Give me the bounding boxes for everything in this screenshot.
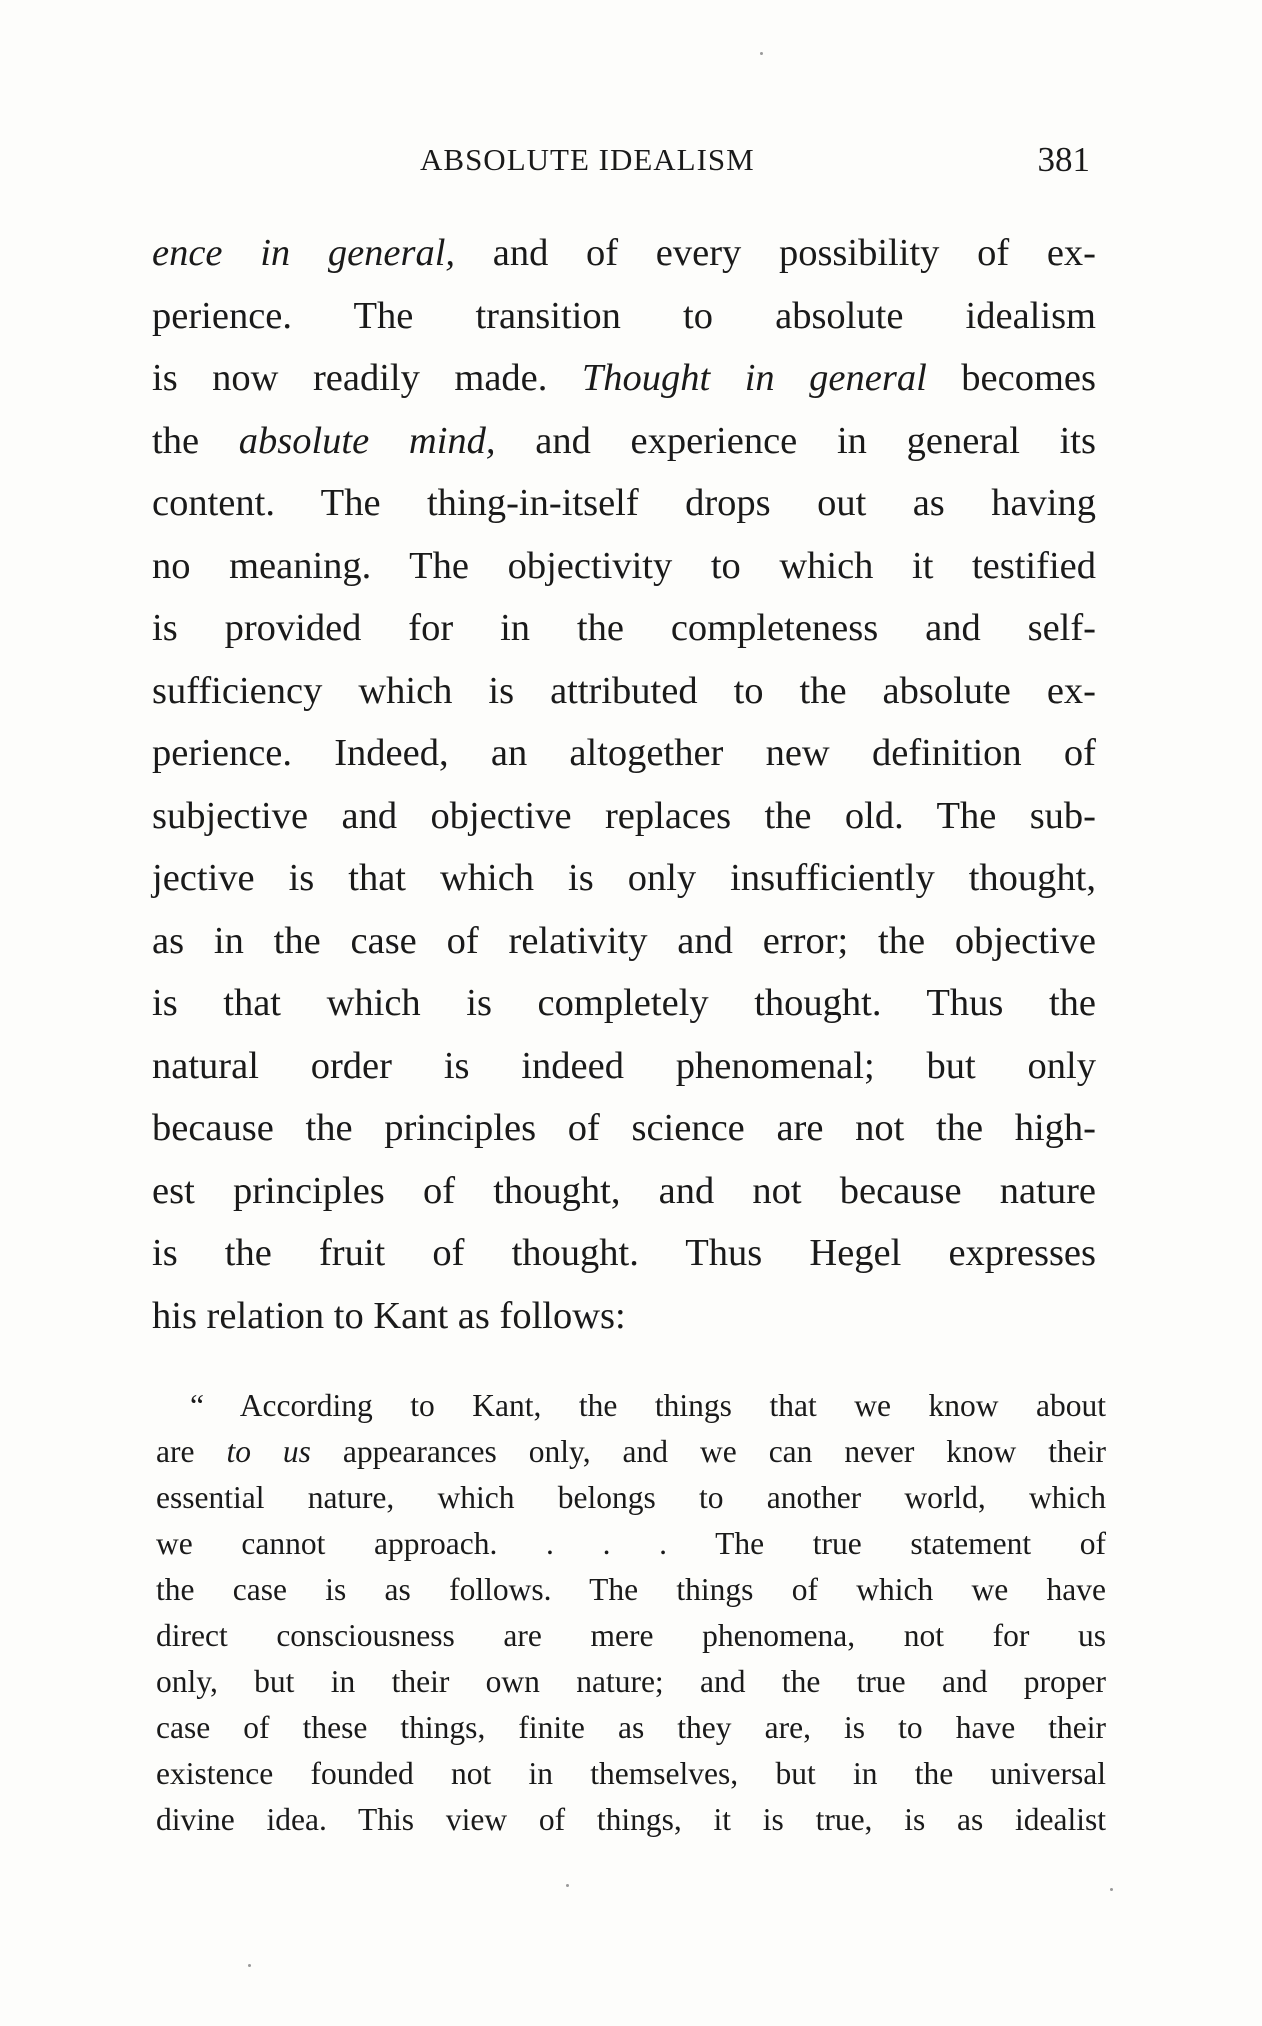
text-run: subjective and objective replaces the old. The sub- xyxy=(152,794,1096,837)
text-run: perience. Indeed, an altogether new definition of xyxy=(152,732,1096,774)
page-header xyxy=(150,142,1090,186)
main-paragraph xyxy=(152,222,1096,1347)
text-run: direct consciousness are mere phenomena, not for us xyxy=(156,1618,1106,1653)
body-line xyxy=(152,1035,1096,1098)
quote-line xyxy=(156,1383,1106,1429)
text-run: is now readily made. xyxy=(152,357,582,399)
text-run: the case is as follows. The things of which we have xyxy=(156,1572,1106,1607)
italic-phrase: absolute mind, xyxy=(238,419,496,462)
text-run: case of these things, finite as they are, is to have their xyxy=(156,1710,1106,1745)
body-line xyxy=(152,1285,1096,1348)
body-line xyxy=(152,1097,1096,1160)
page-number: 381 xyxy=(1037,140,1090,179)
text-run: est principles of thought, and not because nature xyxy=(152,1169,1096,1212)
text-run: perience. The transition to absolute idealism xyxy=(152,294,1096,337)
quote-line xyxy=(156,1613,1106,1659)
text-run: the xyxy=(152,419,239,462)
quote-line xyxy=(156,1475,1106,1521)
italic-phrase: to us xyxy=(226,1434,311,1469)
body-line xyxy=(152,1222,1096,1285)
text-run: appearances only, and we can never know their xyxy=(310,1434,1106,1469)
body-line xyxy=(152,535,1096,598)
italic-phrase: Thought in general xyxy=(581,357,927,399)
text-run: natural order is indeed phenomenal; but only xyxy=(152,1044,1096,1087)
text-run: as in the case of relativity and error; the objective xyxy=(152,919,1096,962)
text-run: becomes xyxy=(926,357,1096,399)
quote-line xyxy=(156,1705,1106,1751)
quote-line xyxy=(156,1659,1106,1705)
body-line xyxy=(152,410,1096,473)
text-run: “ According to Kant, the things that we know about xyxy=(190,1388,1106,1423)
quote-line xyxy=(156,1751,1106,1797)
text-run: is the fruit of thought. Thus Hegel expresses xyxy=(152,1232,1096,1274)
body-line xyxy=(152,660,1096,723)
body-line xyxy=(152,847,1096,910)
quote-line xyxy=(156,1429,1106,1475)
italic-phrase: ence in general, xyxy=(152,232,456,274)
body-line xyxy=(152,347,1096,410)
text-run: only, but in their own nature; and the true and proper xyxy=(156,1664,1106,1699)
body-line xyxy=(152,597,1096,660)
text-run: no meaning. The objectivity to which it testified xyxy=(152,544,1096,587)
text-run: and experience in general its xyxy=(495,419,1096,462)
paper-speck xyxy=(1110,1888,1113,1891)
text-run: divine idea. This view of things, it is true, is as idealist xyxy=(156,1802,1106,1837)
text-run: content. The thing-in-itself drops out as having xyxy=(152,482,1096,524)
body-line xyxy=(152,785,1096,848)
body-line xyxy=(152,472,1096,535)
paper-speck xyxy=(566,1884,569,1887)
body-line xyxy=(152,285,1096,348)
body-line xyxy=(152,222,1096,285)
text-run: sufficiency which is attributed to the absolute ex- xyxy=(152,669,1096,712)
running-head: ABSOLUTE IDEALISM xyxy=(420,142,755,177)
quote-line xyxy=(156,1797,1106,1843)
text-run: we cannot approach. . . . The true statement of xyxy=(156,1526,1106,1561)
body-line xyxy=(152,972,1096,1035)
text-run: existence founded not in themselves, but in the universal xyxy=(156,1756,1106,1791)
quote-line xyxy=(156,1567,1106,1613)
text-run: his relation to Kant as follows: xyxy=(152,1294,626,1337)
text-run: and of every possibility of ex- xyxy=(455,232,1096,274)
text-run: because the principles of science are not the high- xyxy=(152,1107,1096,1149)
body-line xyxy=(152,1160,1096,1223)
block-quote xyxy=(156,1383,1106,1843)
text-run: is that which is completely thought. Thus the xyxy=(152,982,1096,1024)
text-run: are xyxy=(156,1434,227,1469)
paper-speck xyxy=(760,52,763,55)
text-run: is provided for in the completeness and self- xyxy=(152,607,1096,649)
paper-speck xyxy=(248,1964,251,1967)
quote-line xyxy=(156,1521,1106,1567)
text-run: jective is that which is only insufficiently thought, xyxy=(152,857,1096,899)
text-run: essential nature, which belongs to another world, which xyxy=(156,1480,1106,1515)
body-line xyxy=(152,722,1096,785)
body-line xyxy=(152,910,1096,973)
